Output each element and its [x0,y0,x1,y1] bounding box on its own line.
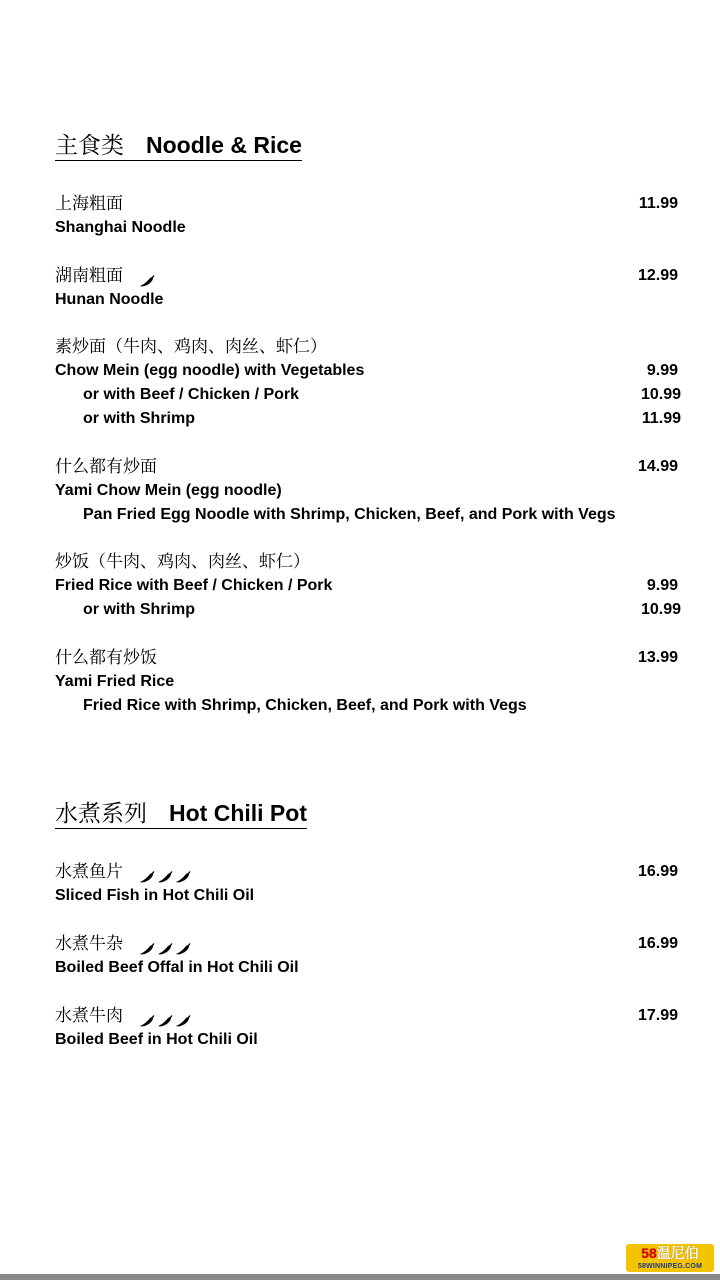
item-option: or with Shrimp [83,601,195,618]
chili-pepper-icon [157,943,173,955]
item-name-cn: 炒饭（牛肉、鸡肉、肉丝、虾仁） [55,552,310,571]
option-price: 10.99 [640,601,681,618]
option-price: 10.99 [640,386,681,403]
section-title-noodle-rice [55,130,302,161]
item-name-en: Chow Mein (egg noodle) with Vegetables [55,362,365,379]
menu-item [55,455,681,527]
item-name-cn: 素炒面（牛肉、鸡肉、肉丝、虾仁） [55,337,327,356]
watermark-cn: 温尼伯 [656,1245,699,1261]
chili-pepper-icon [139,275,155,287]
item-name-en: Sliced Fish in Hot Chili Oil [55,887,255,904]
section-title-en: Hot Chili Pot [169,800,307,826]
bottom-bar [0,1274,720,1280]
section-title-hot-chili-pot [55,798,307,829]
item-name-en: Boiled Beef Offal in Hot Chili Oil [55,959,299,976]
watermark-logo [626,1244,714,1272]
spice-level [139,865,193,881]
item-name-cn: 水煮牛肉 [55,1006,123,1025]
menu-item [55,550,681,622]
item-name-cn: 什么都有炒饭 [55,648,157,667]
item-name-cn: 湖南粗面 [55,266,123,285]
item-name-en: Yami Fried Rice [55,673,175,690]
item-name-en: Boiled Beef in Hot Chili Oil [55,1031,258,1048]
item-option: or with Shrimp [83,410,195,427]
item-price: 11.99 [638,195,678,212]
option-price: 11.99 [641,410,681,427]
section-title-cn: 水煮系列 [55,800,147,826]
spice-level [139,937,193,953]
menu-item [55,335,681,431]
item-price: 17.99 [637,1007,678,1024]
item-name-en: Hunan Noodle [55,291,164,308]
item-price: 9.99 [646,362,678,379]
chili-pepper-icon [139,943,155,955]
menu-item [55,932,681,980]
item-price: 16.99 [637,863,678,880]
menu-item [55,860,681,908]
section-title-en: Noodle & Rice [146,132,302,158]
chili-pepper-icon [139,871,155,883]
item-price: 9.99 [646,577,678,594]
item-description: Pan Fried Egg Noodle with Shrimp, Chicken, Beef, and Pork with Vegs [83,506,616,523]
watermark-number: 58 [641,1245,657,1261]
menu-item [55,646,681,718]
item-price: 16.99 [637,935,678,952]
item-name-cn: 上海粗面 [55,194,123,213]
item-name-en: Yami Chow Mein (egg noodle) [55,482,282,499]
chili-pepper-icon [175,1015,191,1027]
watermark-url: 58WINNIPEG.COM [637,1263,703,1270]
item-name-cn: 水煮牛杂 [55,934,123,953]
section-title-cn: 主食类 [55,132,124,158]
item-name-en: Shanghai Noodle [55,219,186,236]
chili-pepper-icon [175,943,191,955]
menu-item [55,1004,681,1052]
chili-pepper-icon [157,1015,173,1027]
item-name-cn: 水煮鱼片 [55,862,123,881]
item-name-en: Fried Rice with Beef / Chicken / Pork [55,577,333,594]
item-price: 14.99 [637,458,678,475]
spice-level [139,1009,193,1025]
chili-pepper-icon [175,871,191,883]
menu-item [55,264,681,312]
item-price: 12.99 [637,267,678,284]
item-price: 13.99 [637,649,678,666]
spice-level [139,269,157,285]
item-description: Fried Rice with Shrimp, Chicken, Beef, and Pork with Vegs [83,697,527,714]
menu-item [55,192,681,240]
item-name-cn: 什么都有炒面 [55,457,157,476]
chili-pepper-icon [157,871,173,883]
chili-pepper-icon [139,1015,155,1027]
item-option: or with Beef / Chicken / Pork [83,386,300,403]
